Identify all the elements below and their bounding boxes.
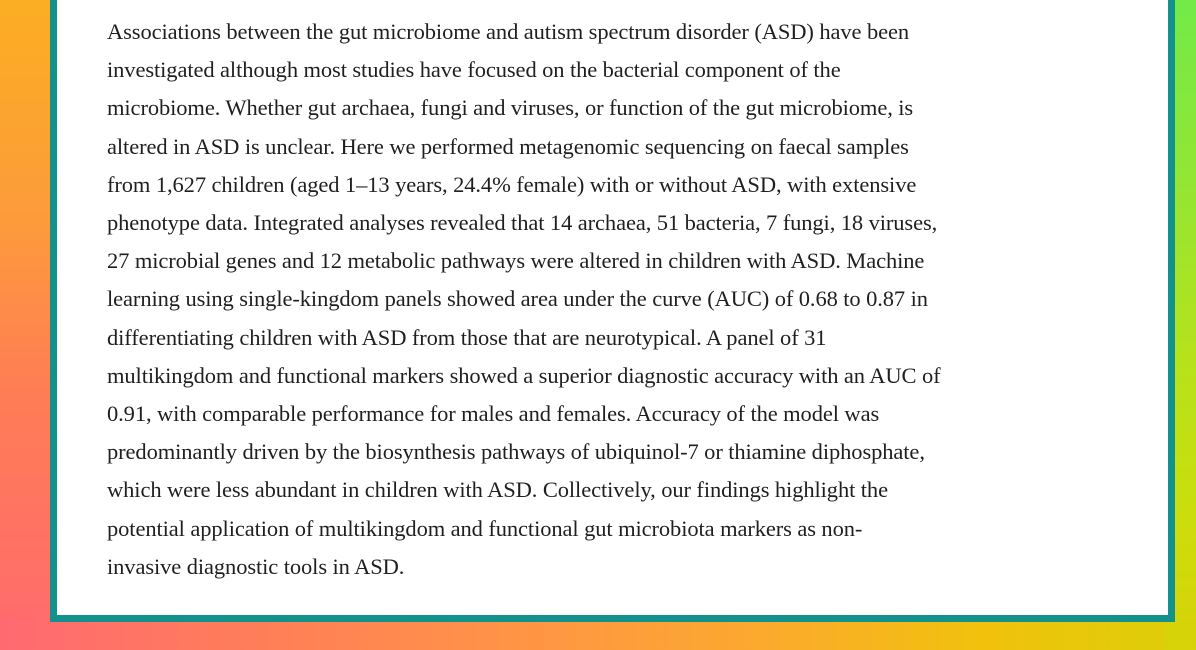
abstract-card (50, 0, 1175, 622)
abstract-line: invasive diagnostic tools in ASD. (107, 553, 405, 579)
abstract-paragraph (107, 13, 941, 586)
abstract-line: altered in ASD is unclear. Here we performed metagenomic sequencing on faecal samples (107, 133, 909, 159)
abstract-line: potential application of multikingdom and functional gut microbiota markers as non- (107, 515, 863, 541)
abstract-line: Associations between the gut microbiome and autism spectrum disorder (ASD) have been (107, 19, 910, 44)
abstract-line: 27 microbial genes and 12 metabolic pathways were altered in children with ASD. Machine (107, 248, 925, 274)
abstract-line: investigated although most studies have focused on the bacterial component of the (107, 57, 841, 83)
abstract-line: learning using single-kingdom panels showed area under the curve (AUC) of 0.68 to 0.87 in (107, 286, 928, 312)
abstract-line: predominantly driven by the biosynthesis pathways of ubiquinol-7 or thiamine diphosphate, (107, 439, 925, 465)
abstract-line: differentiating children with ASD from those that are neurotypical. A panel of 31 (107, 324, 827, 350)
abstract-line: microbiome. Whether gut archaea, fungi and viruses, or function of the gut microbiome, is (107, 95, 914, 121)
abstract-line: which were less abundant in children with ASD. Collectively, our findings highlight the (107, 477, 888, 503)
abstract-line: phenotype data. Integrated analyses revealed that 14 archaea, 51 bacteria, 7 fungi, 18 viruses, (107, 210, 938, 236)
abstract-line: from 1,627 children (aged 1–13 years, 24.4% female) with or without ASD, with extensive (107, 171, 917, 197)
abstract-line: 0.91, with comparable performance for males and females. Accuracy of the model was (107, 401, 880, 427)
abstract-line: multikingdom and functional markers showed a superior diagnostic accuracy with an AUC of (107, 362, 941, 388)
